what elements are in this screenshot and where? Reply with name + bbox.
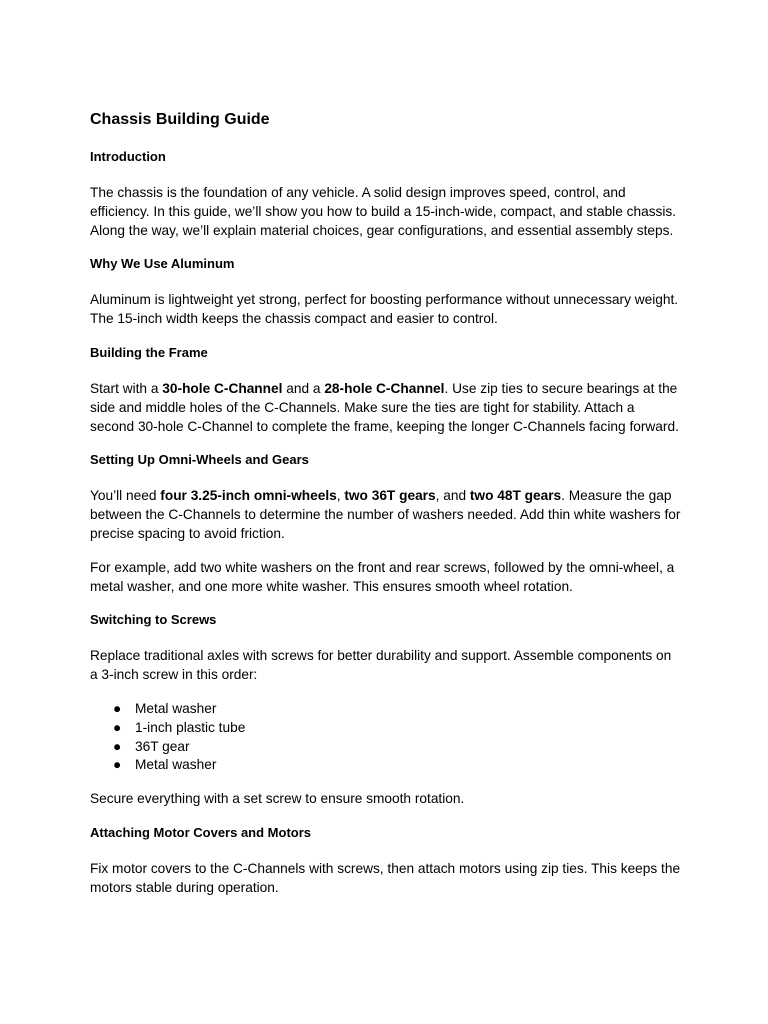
text-run: Start with a <box>90 380 163 396</box>
text-run: Fix motor covers to the C-Channels with screws, then attach motors using zip ties. This keeps the motors stable during operation. <box>90 860 681 895</box>
list-item <box>90 738 682 757</box>
bold-text: two 48T gears <box>469 488 562 504</box>
section-heading: Why We Use Aluminum <box>90 256 235 272</box>
section-heading: Building the Frame <box>90 344 208 360</box>
text-run: Replace traditional axles with screws for better durability and support. Assemble components on a 3-inch screw in this order: <box>90 648 672 683</box>
list-item-text: Metal washer <box>135 700 217 716</box>
bold-text: 30-hole C-Channel <box>162 380 283 396</box>
section-heading: Setting Up Omni-Wheels and Gears <box>90 452 309 468</box>
text-run: , and <box>435 488 470 504</box>
paragraph <box>90 291 682 329</box>
section-heading: Introduction <box>90 149 166 164</box>
bold-text: two 36T gears <box>344 488 436 504</box>
list-item-text: 36T gear <box>135 738 190 754</box>
bullet-icon: ● <box>113 738 122 754</box>
text-run: and a <box>282 380 325 396</box>
text-run: . Use zip ties to secure bearings at the side and middle holes of the C-Channels. Make sure the ties are tight for stability. Attach a second 30-hole C-Channel to complete the frame, keeping the longer C-Channels facing forward. <box>90 380 679 434</box>
paragraph <box>90 487 682 543</box>
list-item-text: 1-inch plastic tube <box>135 719 246 735</box>
text-run: , <box>336 488 345 504</box>
paragraph <box>90 647 682 685</box>
document-body <box>90 148 682 898</box>
text-run: . Measure the gap between the C-Channels to determine the number of washers needed. Add thin white washers for precise spacing to avoid friction. <box>90 488 681 541</box>
bullet-list <box>90 700 682 775</box>
list-item <box>90 719 682 738</box>
list-item-text: Metal washer <box>135 757 217 773</box>
bold-text: 28-hole C-Channel <box>324 380 445 396</box>
bullet-icon: ● <box>113 700 122 716</box>
text-run: You’ll need <box>90 488 161 504</box>
section-heading: Attaching Motor Covers and Motors <box>90 824 312 840</box>
paragraph <box>90 559 682 597</box>
text-run: Aluminum is lightweight yet strong, perfect for boosting performance without unnecessary weight. The 15-inch width keeps the chassis compact and easier to control. <box>90 292 679 327</box>
list-item <box>90 756 682 775</box>
paragraph <box>90 790 682 809</box>
bullet-icon: ● <box>113 757 122 773</box>
paragraph <box>90 184 682 240</box>
bold-text: four 3.25-inch omni-wheels <box>160 488 337 504</box>
text-run: The chassis is the foundation of any vehicle. A solid design improves speed, control, and efficiency. In this guide, we’ll show you how to build a 15-inch-wide, compact, and stable chassis. Along the way, we’ll explain material choices, gear configurations, and essential assembly steps. <box>90 185 677 238</box>
text-run: Secure everything with a set screw to ensure smooth rotation. <box>90 791 465 807</box>
bullet-icon: ● <box>113 719 122 735</box>
document-title: Chassis Building Guide <box>90 111 270 128</box>
paragraph <box>90 380 682 436</box>
paragraph <box>90 860 682 898</box>
text-run: For example, add two white washers on the front and rear screws, followed by the omni-wheel, a metal washer, and one more white washer. This ensures smooth wheel rotation. <box>90 559 675 594</box>
section-heading: Switching to Screws <box>90 612 217 628</box>
list-item <box>90 700 682 719</box>
